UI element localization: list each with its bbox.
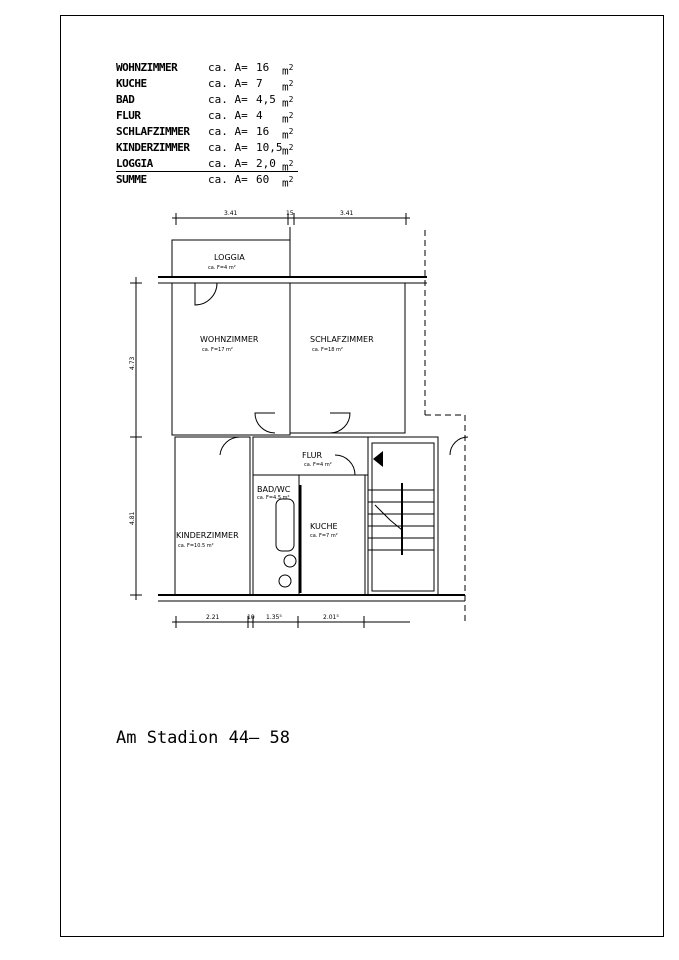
area-unit: $m^2$ — [282, 79, 294, 94]
total-divider-line — [116, 171, 298, 172]
room-name: KINDERZIMMER — [116, 141, 190, 154]
room-name: KUCHE — [116, 77, 147, 90]
area-unit: $m^2$ — [282, 143, 294, 158]
area-row — [116, 76, 306, 92]
area-unit: $m^2$ — [282, 63, 294, 78]
address-label: Am Stadion 44– 58 — [116, 728, 290, 748]
area-prefix: ca. A= — [208, 173, 248, 186]
room-area-kinderzimmer: ca. F=10.5 m² — [178, 543, 214, 549]
area-unit: $m^2$ — [282, 127, 294, 142]
area-unit: $m^2$ — [282, 95, 294, 110]
area-prefix: ca. A= — [208, 109, 248, 122]
area-prefix: ca. A= — [208, 93, 248, 106]
room-area-flur: ca. F=4 m² — [304, 462, 332, 468]
dimension-label: 3.41 — [340, 210, 354, 217]
dimension-label: 2.01⁵ — [323, 614, 339, 621]
room-area-wohnzimmer: ca. F=17 m² — [202, 347, 233, 353]
area-row — [116, 156, 306, 172]
area-value: 4 — [256, 109, 263, 122]
room-label-kinderzimmer: KINDERZIMMER — [176, 531, 239, 540]
area-unit: $m^2$ — [282, 175, 294, 190]
room-label-bad: BAD/WC — [257, 485, 291, 494]
room-label-schlafzimmer: SCHLAFZIMMER — [310, 335, 374, 344]
room-area-kueche: ca. F=7 m² — [310, 533, 338, 539]
area-row — [116, 124, 306, 140]
room-area-loggia: ca. F=4 m² — [208, 265, 236, 271]
stair-direction-arrow-icon — [373, 451, 383, 467]
room-label-kueche: KUCHE — [310, 522, 338, 531]
area-value: 60 — [256, 173, 270, 186]
area-value: 16 — [256, 125, 270, 138]
area-row — [116, 140, 306, 156]
area-row — [116, 92, 306, 108]
area-unit: $m^2$ — [282, 111, 294, 126]
room-name: WOHNZIMMER — [116, 61, 178, 74]
dimension-label: 10 — [247, 614, 255, 621]
area-value: 2,0 — [256, 157, 276, 170]
area-value: 16 — [256, 61, 270, 74]
area-prefix: ca. A= — [208, 141, 248, 154]
area-prefix: ca. A= — [208, 125, 248, 138]
dimension-label: 3.41 — [224, 210, 238, 217]
room-name: SUMME — [116, 173, 147, 186]
dimension-label: 2.21 — [206, 614, 220, 621]
area-row-total — [116, 172, 306, 188]
room-name: SCHLAFZIMMER — [116, 125, 190, 138]
dimension-label: 4.73 — [129, 356, 136, 370]
room-label-flur: FLUR — [302, 451, 323, 460]
dimension-label: 15 — [286, 210, 294, 217]
room-name: FLUR — [116, 109, 141, 122]
area-prefix: ca. A= — [208, 77, 248, 90]
dimension-label: 4.81 — [129, 511, 136, 525]
room-name: BAD — [116, 93, 135, 106]
room-area-schlafzimmer: ca. F=18 m² — [312, 347, 343, 353]
area-row — [116, 108, 306, 124]
area-unit: $m^2$ — [282, 159, 294, 174]
area-row — [116, 60, 306, 76]
floor-plan — [120, 205, 490, 639]
area-value: 4,5 — [256, 93, 276, 106]
area-value: 10,5 — [256, 141, 283, 154]
area-prefix: ca. A= — [208, 157, 248, 170]
floor-plan-drawing — [120, 205, 490, 635]
dimension-label: 1.35⁵ — [266, 614, 282, 621]
room-name: LOGGIA — [116, 157, 153, 170]
room-label-loggia: LOGGIA — [214, 253, 245, 262]
room-label-wohnzimmer: WOHNZIMMER — [200, 335, 259, 344]
area-table — [116, 60, 306, 188]
area-value: 7 — [256, 77, 263, 90]
room-area-bad: ca. F=4.5 m² — [257, 495, 290, 501]
area-prefix: ca. A= — [208, 61, 248, 74]
